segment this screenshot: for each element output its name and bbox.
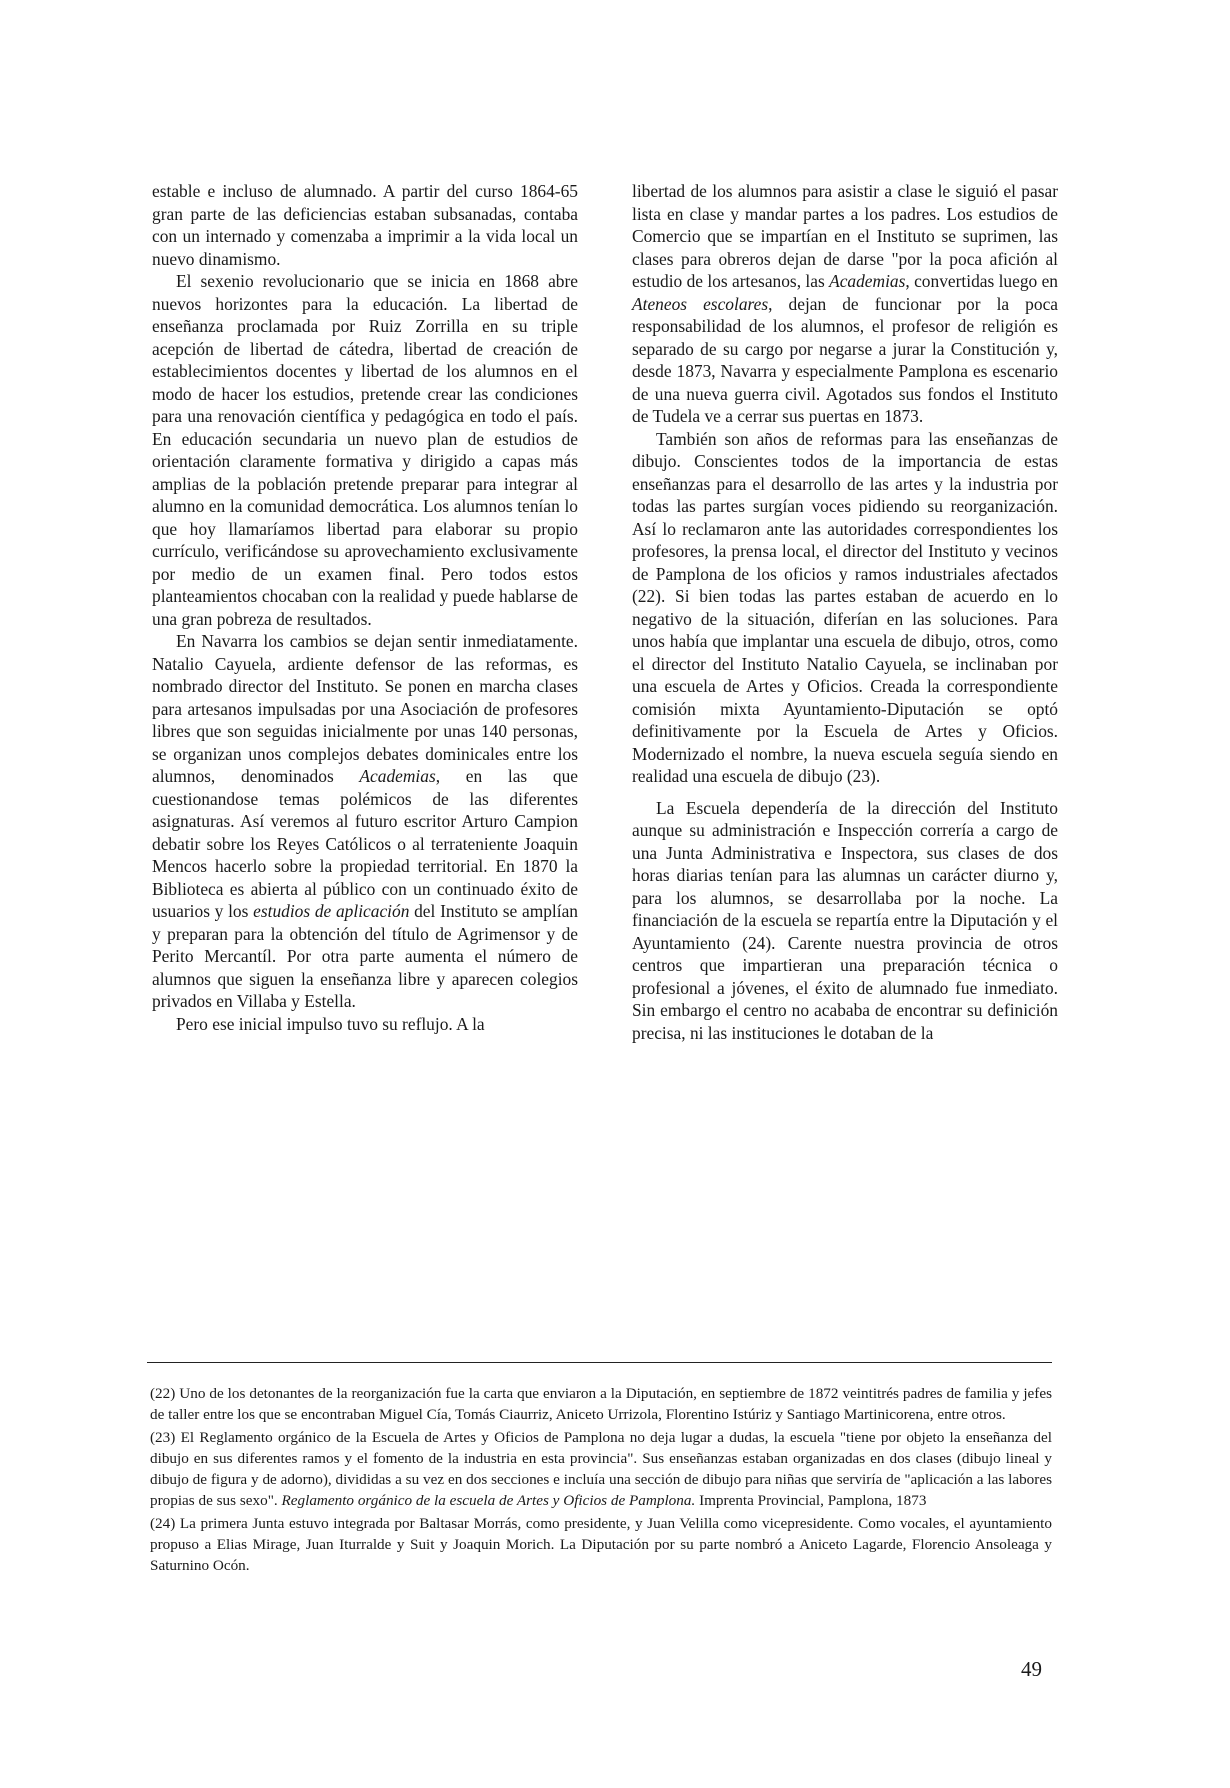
italic-term: estudios de aplicación <box>253 901 410 921</box>
left-column <box>152 180 578 1035</box>
text-run: , convertidas luego en <box>905 271 1058 291</box>
text-run: En Navarra los cambios se dejan sentir inmediatamente. Natalio Cayuela, ardiente defensor de las reformas, es nombrado director del Instituto. Se ponen en marcha clases para artesanos impulsadas por una Asociación de profesores libres que son seguidas inicialmente por unas 140 personas, se organizan unos complejos debates dominicales entre los alumnos, denominados <box>152 631 578 786</box>
text-run: Imprenta Provincial, Pamplona, 1873 <box>695 1492 927 1509</box>
italic-citation: Reglamento orgánico de la escuela de Artes y Oficios de Pamplona. <box>281 1492 696 1509</box>
right-column <box>632 180 1058 1044</box>
italic-term: Academias <box>829 271 906 291</box>
footnote-22: (22) Uno de los detonantes de la reorganización fue la carta que enviaron a la Diputación, en septiembre de 1872 veintitrés padres de familia y jefes de taller entre los que se encontraban Miguel Cía, Tomás Ciaurriz, Aniceto Urrizola, Florentino Istúriz y Santiago Martinicorena, entre otros. <box>150 1385 1052 1423</box>
italic-term: Academias <box>359 766 436 786</box>
paragraph: estable e incluso de alumnado. A partir del curso 1864-65 gran parte de las deficiencias estaban subsanadas, contaba con un internado y comenzaba a imprimir a la vida local un nuevo dinamismo. <box>152 181 578 269</box>
footnotes <box>150 1383 1052 1578</box>
paragraph: También son años de reformas para las enseñanzas de dibujo. Conscientes todos de la importancia de estas enseñanzas para el desarrollo de las artes y la industria por todas las partes surgían voces pidiendo su reorganización. Así lo reclamaron ante las autoridades correspondientes los profesores, la prensa local, el director del Instituto y vecinos de Pamplona de los oficios y ramos industriales afectados (22). Si bien todas las partes estaban de acuerdo en lo negativo de la situación, diferían en las soluciones. Para unos había que implantar una escuela de dibujo, otros, como el director del Instituto Natalio Cayuela, se inclinaban por una escuela de Artes y Oficios. Creada la correspondiente comisión mixta Ayuntamiento-Diputación se optó definitivamente por la Escuela de Artes y Oficios. Modernizado el nombre, la nueva escuela seguía siendo en realidad una escuela de dibujo (23). <box>632 428 1058 786</box>
text-run: , dejan de funcionar por la poca responsabilidad de los alumnos, el profesor de religión es separado de su cargo por negarse a jurar la Constitución y, desde 1873, Navarra y especialmente Pamplona es escenario de una nueva guerra civil. Agotados sus fondos el Instituto de Tudela ve a cerrar sus puertas en 1873. <box>632 293 1059 426</box>
paragraph <box>152 630 578 1013</box>
footnote-23 <box>150 1427 1052 1511</box>
footnote-24: (24) La primera Junta estuvo integrada por Baltasar Morrás, como presidente, y Juan Velilla como vicepresidente. Como vocales, el ayuntamiento propuso a Elias Mirage, Juan Iturralde y Suit y Joaquin Morich. La Diputación por su parte nombró a Aniceto Lagarde, Florencio Ansoleaga y Saturnino Ocón. <box>150 1515 1052 1574</box>
footnote-divider <box>147 1362 1052 1363</box>
paragraph: Pero ese inicial impulso tuvo su reflujo. A la <box>176 1013 485 1034</box>
text-run: , en las que cuestionandose temas polémicos de las diferentes asignaturas. Así veremos al futuro escritor Arturo Campion debatir sobre los Reyes Católicos o al terrateniente Joaquin Mencos hacerlo sobre la propiedad territorial. En 1870 la Biblioteca es abierta al público con un continuado éxito de usuarios y los <box>152 766 578 921</box>
text-run: libertad de los alumnos para asistir a clase le siguió el pasar lista en clase y mandar partes a los padres. Los estudios de Comercio que se impartían en el Instituto se suprimen, las clases para obreros dejan de darse "por la poca afición al estudio de los artesanos, las <box>632 181 1058 291</box>
page-number: 49 <box>1021 1657 1042 1681</box>
paragraph: El sexenio revolucionario que se inicia en 1868 abre nuevos horizontes para la educación. La libertad de enseñanza proclamada por Ruiz Zorrilla en su triple acepción de libertad de cátedra, libertad de creación de establecimientos docentes y libertad de los alumnos en el modo de hacer los estudios, pretende crear las condiciones para una renovación científica y pedagógica en todo el país. En educación secundaria un nuevo plan de estudios de orientación claramente formativa y dirigido a capas más amplias de la población pretende preparar para integrar al alumno en la comunidad democrática. Los alumnos tenían lo que hoy llamaríamos libertad para elaborar su propio currículo, verificándose su aprovechamiento exclusivamente por medio de un examen final. Pero todos estos planteamientos chocaban con la realidad y puede hablarse de una gran pobreza de resultados. <box>152 271 578 629</box>
text-run: del Instituto se amplían y preparan para la obtención del título de Agrimensor y de Perito Mercantíl. Por otra parte aumenta el número de alumnos que siguen la enseñanza libre y aparecen colegios privados en Villaba y Estella. <box>152 901 578 1011</box>
text-run: (23) El Reglamento orgánico de la Escuela de Artes y Oficios de Pamplona no deja lugar a dudas, la escuela "tiene por objeto la enseñanza del dibujo en sus diferentes ramos y el fomento de la industria en esta provincia". Sus enseñanzas estaban organizadas en dos clases (dibujo lineal y dibujo de figura y de adorno), divididas a su vez en dos secciones e incluía una sección de dibujo para niñas que serviría de "aplicación a las labores propias de sus sexo". <box>150 1429 1052 1509</box>
paragraph: La Escuela dependería de la dirección del Instituto aunque su administración e Inspección correría a cargo de una Junta Administrativa e Inspectora, sus clases de dos horas diarias tenían para las alumnas un carácter diurno y, para los alumnos, se desarrollaba por la noche. La financiación de la escuela se repartía entre la Diputación y el Ayuntamiento (24). Carente nuestra provincia de otros centros que impartieran una preparación técnica o profesional a jóvenes, el éxito de alumnado fue inmediato. Sin embargo el centro no acababa de encontrar su definición precisa, ni las instituciones le dotaban de la <box>632 797 1058 1043</box>
italic-term: Ateneos escolares <box>632 293 769 314</box>
paragraph <box>632 180 1058 428</box>
